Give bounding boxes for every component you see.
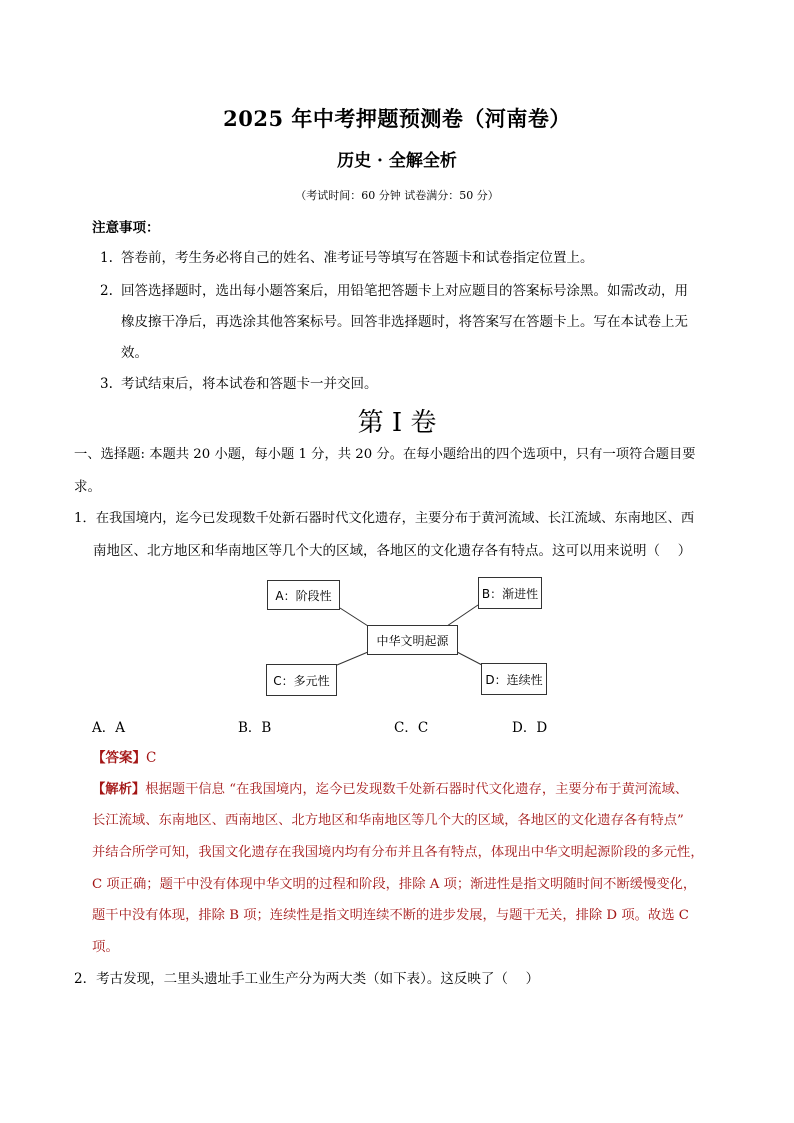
part1-line-2: 求。 (74, 479, 101, 495)
q1-analysis-line-5: 题干中没有体现，排除 B 项；连续性是指文明连续不断的进步发展，与题干无关，排除 D 项。故选 C (92, 908, 689, 923)
answer-label: 【答案】 (92, 750, 146, 766)
notice-item-2-line-2: 橡皮擦干净后，再选涂其他答案标号。回答非选择题时，将答案写在答题卡上。写在本试卷上无 (121, 314, 688, 330)
q1-stem-line-1: 1．在我国境内，迄今已发现数千处新石器时代文化遗存，主要分布于黄河流域、长江流域、东南地区、西 (74, 511, 695, 526)
q1-options (0, 716, 794, 738)
analysis-text-1: 根据题干信息 “在我国境内，迄今已发现数千处新石器时代文化遗存，主要分布于黄河流域、 (145, 782, 689, 797)
connector-b (447, 605, 478, 626)
q1-analysis-line-3: 并结合所学可知，我国文化遗存在我国境内均有分布并且各有特点，体现出中华文明起源阶段的多元性， (92, 845, 704, 860)
q1-analysis-line-2: 长江流域、东南地区、西南地区、北方地区和华南地区等几个大的区域，各地区的文化遗存各有特点” (92, 813, 684, 828)
diagram-box-center: 中华文明起源 (367, 625, 458, 655)
document-title: 2025 年中考押题预测卷（河南卷） (223, 106, 571, 131)
notice-title: 注意事项： (92, 220, 160, 236)
q1-option-b: B．B (238, 720, 272, 736)
q1-diagram (260, 572, 560, 704)
q2-stem: 2．考古发现，二里头遗址手工业生产分为两大类（如下表）。这反映了（ ） (74, 971, 540, 987)
answer-value: C (146, 750, 157, 766)
notice-item-2-num: 2. (100, 283, 113, 299)
q1-answer (92, 747, 156, 769)
q1-stem-line-2: 南地区、北方地区和华南地区等几个大的区域，各地区的文化遗存各有特点。这可以用来说明（ ） (93, 543, 692, 559)
connector-a (340, 608, 368, 626)
diagram-box-c: C：多元性 (266, 664, 337, 696)
analysis-label: 【解析】 (92, 782, 146, 797)
diagram-box-d: D：连续性 (481, 663, 547, 695)
section-title: 第 I 卷 (357, 408, 437, 438)
part1-line-1: 一、选择题: 本题共 20 小题，每小题 1 分，共 20 分。在每小题给出的四个选项中，只有一项符合题目要 (74, 447, 696, 462)
q1-option-d: D．D (512, 720, 548, 736)
notice-item-3-num: 3. (100, 376, 113, 392)
q1-analysis-line-1 (92, 779, 688, 801)
diagram-box-b: B：渐进性 (478, 577, 542, 609)
diagram-box-a: A：阶段性 (267, 580, 340, 610)
notice-item-2-line-1: 回答选择题时，选出每小题答案后，用铅笔把答题卡上对应题目的答案标号涂黑。如需改动，用 (121, 283, 688, 299)
connector-d (457, 652, 482, 665)
connector-c (337, 652, 368, 665)
exam-meta: （考试时间：60 分钟 试卷满分：50 分） (295, 189, 499, 202)
notice-item-2-line-3: 效。 (121, 345, 148, 361)
q1-analysis-line-6: 项。 (92, 939, 119, 955)
q1-analysis-line-4: C 项正确；题干中没有体现中华文明的过程和阶段，排除 A 项；渐进性是指文明随时间不断缓慢变化， (92, 877, 697, 892)
document-subtitle: 历史 · 全解全析 (337, 151, 457, 171)
notice-item-1-text: 答卷前，考生务必将自己的姓名、准考证号等填写在答题卡和试卷指定位置上。 (121, 250, 594, 266)
q1-option-c: C．C (394, 720, 429, 736)
notice-item-3-text: 考试结束后，将本试卷和答题卡一并交回。 (121, 376, 378, 392)
notice-item-1-num: 1. (100, 250, 113, 266)
q1-option-a: A．A (92, 720, 125, 736)
